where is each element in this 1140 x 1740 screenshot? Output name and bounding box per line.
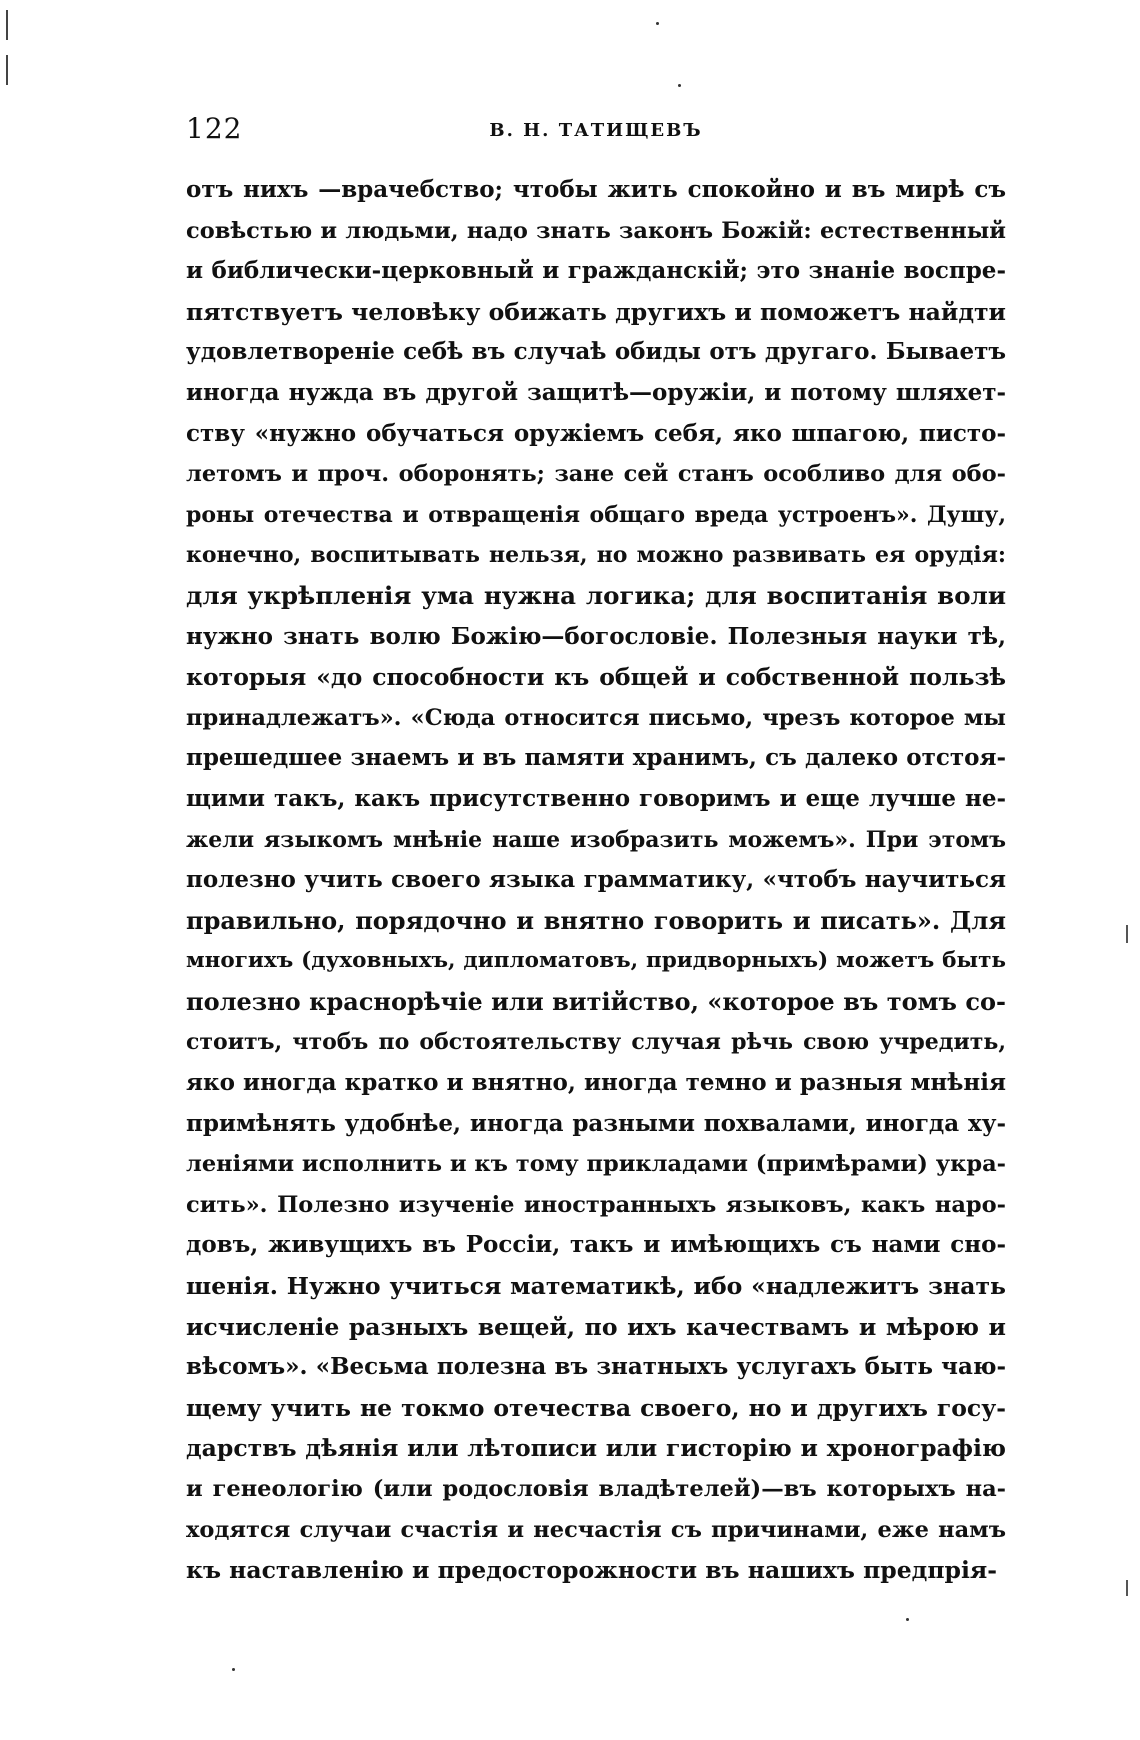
text-line: ходятся случаи счастія и несчастія съ причинами, еже намъ — [186, 1516, 1006, 1543]
text-line: принадлежатъ». «Сюда относится письмо, чрезъ которое мы — [186, 704, 1006, 731]
text-line: для укрѣпленія ума нужна логика; для воспитанія воли — [186, 580, 1006, 610]
running-head: В. Н. ТАТИЩЕВЪ — [489, 120, 703, 141]
text-line: довъ, живущихъ въ Россіи, такъ и имѣющихъ съ нами сно- — [186, 1231, 1006, 1259]
text-line: пятствуетъ человѣку обижать другихъ и поможетъ найдти — [186, 297, 1006, 326]
text-line: роны отечества и отвращенія общаго вреда устроенъ». Душу, — [186, 501, 1006, 528]
text-line: сить». Полезно изученіе иностранныхъ языковъ, какъ наро- — [186, 1191, 1006, 1218]
text-line: летомъ и проч. оборонять; зане сей станъ особливо для обо- — [186, 461, 1006, 488]
text-line: шенія. Нужно учиться математикѣ, ибо «надлежитъ знать — [186, 1272, 1006, 1301]
scan-edge-mark — [6, 55, 8, 85]
text-line: прешедшее знаемъ и въ памяти хранимъ, съ далеко отстоя- — [186, 744, 1006, 772]
text-line: и библически-церковный и гражданскій; это знаніе воспре- — [186, 257, 1006, 285]
text-line: полезно краснорѣчіе или витійство, «которое въ томъ со- — [186, 986, 1006, 1016]
scan-speck — [906, 1618, 909, 1621]
text-line: леніями исполнить и къ тому прикладами (примѣрами) укра- — [186, 1151, 1006, 1178]
text-line: щими такъ, какъ присутственно говоримъ и еще лучше не- — [186, 784, 1006, 812]
text-line: дарствъ дѣянія или лѣтописи или гисторію и хронографію — [186, 1434, 1006, 1463]
text-line: полезно учить своего языка грамматику, «чтобъ научиться — [186, 866, 1006, 894]
text-line: иногда нужда въ другой защитѣ—оружіи, и потому шляхет- — [186, 378, 1006, 406]
text-line: конечно, воспитывать нельзя, но можно развивать ея орудія: — [186, 542, 1006, 569]
page-header — [186, 112, 1006, 152]
text-line: исчисленіе разныхъ вещей, по ихъ качествамъ и мѣрою и — [186, 1312, 1006, 1341]
text-line: яко иногда кратко и внятно, иногда темно и разныя мнѣнія — [186, 1069, 1006, 1097]
text-line: совѣстью и людьми, надо знать законъ Божій: естественный — [186, 217, 1006, 244]
text-line: многихъ (духовныхъ, дипломатовъ, придворныхъ) можетъ быть — [186, 948, 1006, 974]
text-line: ству «нужно обучаться оружіемъ себя, яко шпагою, писто- — [186, 419, 1006, 447]
text-line: удовлетвореніе себѣ въ случаѣ обиды отъ другаго. Бываетъ — [186, 338, 1006, 366]
page-number: 122 — [186, 112, 243, 145]
text-line: примѣнять удобнѣе, иногда разными похвалами, иногда ху- — [186, 1109, 1006, 1137]
text-line: и генеологію (или родословія владѣтелей)—въ которыхъ на- — [186, 1476, 1006, 1502]
scan-edge-mark — [6, 10, 8, 40]
text-line: вѣсомъ». «Весьма полезна въ знатныхъ услугахъ быть чаю- — [186, 1353, 1006, 1381]
scan-edge-mark — [1126, 925, 1128, 943]
scan-speck — [678, 84, 681, 87]
text-line: стоитъ, чтобъ по обстоятельству случая рѣчь свою учредить, — [186, 1029, 1006, 1056]
text-line: правильно, порядочно и внятно говорить и писать». Для — [186, 905, 1006, 935]
text-line: нужно знать волю Божію—богословіе. Полезныя науки тѣ, — [186, 622, 1006, 650]
text-line: щему учить не токмо отечества своего, но и другихъ госу- — [186, 1393, 1006, 1422]
text-line: къ наставленію и предосторожности въ нашихъ предпрія- — [186, 1556, 998, 1585]
body-text — [186, 170, 1006, 1591]
scan-speck — [656, 22, 659, 25]
text-line: которыя «до способности къ общей и собственной пользѣ — [186, 663, 1006, 692]
text-line: жели языкомъ мнѣніе наше изобразить можемъ». При этомъ — [186, 826, 1006, 853]
text-line: отъ нихъ —врачебство; чтобы жить спокойно и въ мирѣ съ — [186, 176, 1006, 203]
scan-speck — [232, 1668, 235, 1671]
scan-edge-mark — [1126, 1580, 1128, 1596]
